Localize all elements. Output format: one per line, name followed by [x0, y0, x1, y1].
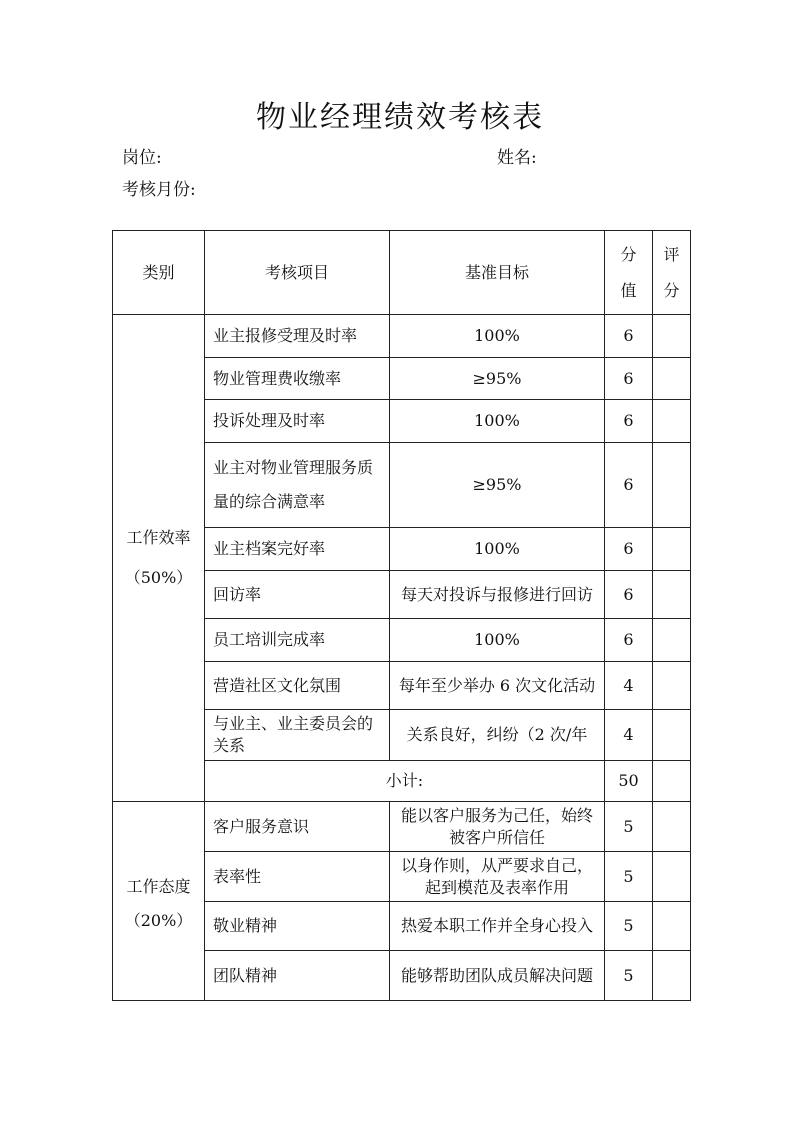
evaluation-cell[interactable] — [653, 710, 691, 761]
evaluation-cell[interactable] — [653, 358, 691, 400]
page-title: 物业经理绩效考核表 — [256, 100, 544, 135]
evaluation-cell[interactable] — [653, 902, 691, 951]
target-cell: 100% — [390, 400, 605, 443]
header-category: 类别 — [113, 231, 205, 315]
target-cell: 100% — [390, 315, 605, 358]
category-efficiency-name: 工作效率 — [126, 528, 191, 547]
header-evaluation-line2: 分 — [663, 280, 680, 300]
item-cell: 敬业精神 — [205, 902, 390, 951]
category-cell-attitude — [113, 802, 205, 1001]
item-cell: 客户服务意识 — [205, 802, 390, 852]
target-cell: 能够帮助团队成员解决问题 — [390, 951, 605, 1001]
evaluation-cell[interactable] — [653, 571, 691, 619]
item-cell: 业主对物业管理服务质量的综合满意率 — [205, 443, 390, 528]
item-cell: 物业管理费收缴率 — [205, 358, 390, 400]
table-row — [113, 802, 691, 852]
score-cell: 6 — [605, 619, 653, 662]
post-label: 岗位: — [122, 148, 162, 168]
item-cell: 营造社区文化氛围 — [205, 662, 390, 710]
score-cell: 4 — [605, 710, 653, 761]
name-label: 姓名: — [497, 148, 537, 168]
score-cell: 5 — [605, 802, 653, 852]
target-cell: ≥95% — [390, 358, 605, 400]
score-cell: 5 — [605, 852, 653, 902]
table-row — [113, 315, 691, 358]
table-header-row — [113, 231, 691, 315]
target-cell: 能以客户服务为己任，始终被客户所信任 — [390, 802, 605, 852]
score-cell: 6 — [605, 528, 653, 571]
category-attitude-name: 工作态度 — [126, 877, 191, 896]
header-item: 考核项目 — [205, 231, 390, 315]
item-cell: 业主档案完好率 — [205, 528, 390, 571]
score-cell: 6 — [605, 358, 653, 400]
evaluation-cell[interactable] — [653, 619, 691, 662]
evaluation-cell[interactable] — [653, 802, 691, 852]
subtotal-label: 小计: — [205, 761, 605, 802]
subtotal-evaluation-cell[interactable] — [653, 761, 691, 802]
evaluation-cell[interactable] — [653, 400, 691, 443]
header-target: 基准目标 — [390, 231, 605, 315]
header-evaluation-line1: 评 — [663, 244, 680, 264]
target-cell: 100% — [390, 619, 605, 662]
score-cell: 6 — [605, 400, 653, 443]
item-cell: 表率性 — [205, 852, 390, 902]
target-cell: 以身作则，从严要求自己，起到模范及表率作用 — [390, 852, 605, 902]
header-score — [605, 231, 653, 315]
month-label: 考核月份: — [122, 180, 196, 200]
evaluation-cell[interactable] — [653, 662, 691, 710]
header-score-line1: 分 — [620, 244, 637, 264]
score-cell: 4 — [605, 662, 653, 710]
item-cell: 投诉处理及时率 — [205, 400, 390, 443]
evaluation-cell[interactable] — [653, 315, 691, 358]
target-cell: 每天对投诉与报修进行回访 — [390, 571, 605, 619]
item-cell: 业主报修受理及时率 — [205, 315, 390, 358]
item-cell: 员工培训完成率 — [205, 619, 390, 662]
score-cell: 6 — [605, 571, 653, 619]
target-cell: ≥95% — [390, 443, 605, 528]
header-score-line2: 值 — [620, 280, 637, 300]
category-attitude-weight: （20%） — [124, 911, 193, 930]
evaluation-cell[interactable] — [653, 443, 691, 528]
score-cell: 6 — [605, 315, 653, 358]
target-cell: 关系良好，纠纷（2 次/年 — [390, 710, 605, 761]
subtotal-value: 50 — [605, 761, 653, 802]
category-efficiency-weight: （50%） — [124, 568, 193, 587]
score-cell: 6 — [605, 443, 653, 528]
header-evaluation — [653, 231, 691, 315]
item-cell: 团队精神 — [205, 951, 390, 1001]
item-cell: 与业主、业主委员会的关系 — [205, 710, 390, 761]
evaluation-cell[interactable] — [653, 852, 691, 902]
target-cell: 热爱本职工作并全身心投入 — [390, 902, 605, 951]
score-cell: 5 — [605, 951, 653, 1001]
assessment-table — [112, 230, 691, 1001]
item-cell: 回访率 — [205, 571, 390, 619]
evaluation-cell[interactable] — [653, 951, 691, 1001]
category-cell-efficiency — [113, 315, 205, 802]
target-cell: 每年至少举办 6 次文化活动 — [390, 662, 605, 710]
target-cell: 100% — [390, 528, 605, 571]
evaluation-cell[interactable] — [653, 528, 691, 571]
score-cell: 5 — [605, 902, 653, 951]
